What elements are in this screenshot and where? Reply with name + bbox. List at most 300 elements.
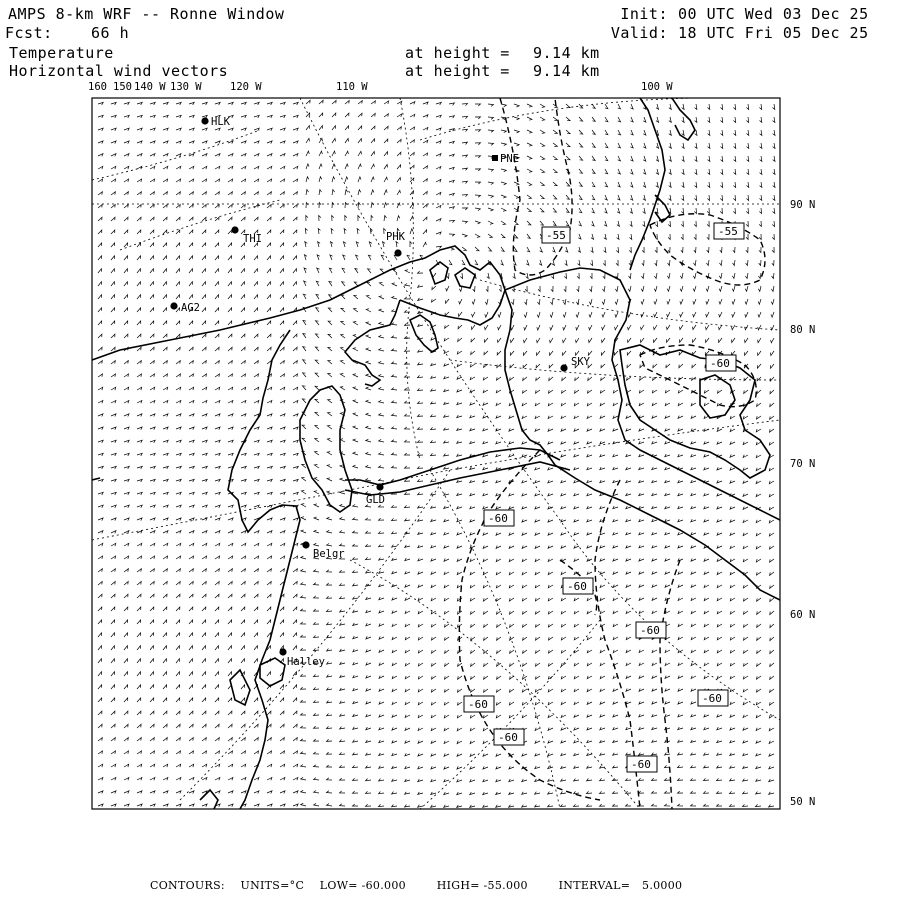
wind-barb	[694, 260, 697, 265]
wind-barb	[704, 429, 709, 432]
wind-barb	[587, 715, 592, 718]
wind-barb	[732, 286, 735, 291]
wind-barb	[137, 230, 141, 234]
wind-barb	[603, 260, 605, 266]
wind-barb	[379, 584, 384, 587]
wind-barb	[730, 559, 735, 562]
wind-barb	[522, 403, 527, 406]
wind-barb	[667, 312, 670, 317]
wind-barb	[366, 623, 371, 626]
wind-barb	[574, 624, 579, 627]
wind-barb	[732, 325, 735, 330]
wind-barb	[202, 414, 207, 417]
wind-barb	[379, 637, 384, 640]
wind-barb	[769, 533, 774, 536]
wind-barb	[353, 662, 358, 665]
wind-barb	[368, 255, 371, 260]
wind-barb	[665, 454, 670, 457]
wind-barb	[397, 127, 401, 130]
wind-barb	[150, 569, 154, 572]
wind-barb	[757, 650, 761, 653]
wind-barb	[574, 454, 579, 457]
wind-barb	[340, 752, 346, 754]
wind-barb	[330, 255, 333, 260]
wind-barb	[626, 624, 631, 627]
wind-barb	[678, 727, 683, 730]
wind-barb	[410, 242, 412, 248]
wind-barb	[691, 572, 696, 575]
wind-barb	[267, 192, 271, 195]
wind-barb	[704, 714, 709, 717]
wind-barb	[418, 650, 423, 653]
wind-barb	[665, 390, 670, 393]
wind-barb	[150, 738, 154, 741]
wind-barb	[540, 182, 544, 186]
wind-barb	[241, 205, 245, 209]
wind-barb	[522, 572, 527, 575]
wind-barb	[124, 791, 129, 794]
wind-barb	[314, 687, 320, 689]
wind-barb	[483, 377, 488, 380]
wind-barb	[600, 689, 605, 692]
wind-barb	[163, 569, 167, 572]
wind-barb	[254, 791, 259, 794]
wind-barb	[680, 325, 684, 330]
wind-barb	[770, 624, 774, 628]
wind-barb	[745, 273, 748, 278]
wind-barb	[499, 286, 501, 292]
wind-barb	[314, 791, 319, 794]
wind-barb	[563, 325, 566, 330]
wind-barb	[613, 454, 618, 457]
wind-barb	[254, 347, 258, 351]
wind-barb	[497, 637, 501, 640]
wind-barb	[704, 390, 709, 393]
wind-barb	[566, 208, 569, 213]
wind-barb	[189, 620, 193, 624]
wind-barb	[548, 572, 553, 575]
wind-barb	[111, 594, 115, 598]
wind-barb	[626, 727, 631, 730]
wind-barb	[280, 166, 285, 169]
wind-barb	[405, 362, 411, 364]
wind-barb	[535, 702, 540, 705]
wind-barb	[666, 338, 670, 342]
wind-barb	[548, 598, 553, 601]
wind-barb	[587, 676, 592, 679]
wind-barb	[432, 637, 437, 640]
wind-barb	[652, 480, 657, 483]
wind-barb	[189, 179, 194, 182]
wind-barb	[665, 778, 671, 780]
wind-barb	[757, 416, 762, 419]
wind-barb	[215, 764, 220, 767]
wind-barb	[332, 190, 335, 195]
wind-barb	[704, 804, 710, 806]
wind-barb	[678, 598, 683, 601]
wind-barb	[746, 234, 748, 240]
wind-barb	[444, 441, 449, 443]
wind-barb	[163, 230, 167, 234]
wind-barb	[176, 492, 181, 495]
wind-barb	[665, 428, 670, 431]
wind-barb	[449, 167, 454, 170]
wind-barb	[535, 753, 540, 756]
wind-barb	[111, 711, 115, 715]
wind-barb	[626, 506, 631, 509]
wind-barb	[536, 663, 541, 666]
wind-barb	[548, 715, 553, 718]
wind-barb	[717, 804, 723, 806]
wind-barb	[358, 113, 362, 117]
wind-barb	[327, 739, 333, 741]
wind-barb	[591, 221, 594, 226]
wind-barb	[457, 364, 462, 367]
wind-barb	[771, 312, 774, 317]
wind-barb	[342, 282, 345, 286]
wind-barb	[124, 401, 129, 404]
wind-barb	[733, 117, 735, 123]
wind-barb	[553, 221, 556, 226]
wind-barb	[550, 312, 553, 317]
wind-barb	[756, 455, 761, 458]
wind-barb	[652, 714, 657, 717]
wind-barb	[98, 685, 102, 689]
wind-barb	[254, 607, 258, 611]
height-value-2: 9.14 km	[533, 62, 600, 80]
wind-barb	[215, 374, 220, 377]
wind-barb	[163, 102, 168, 105]
wind-barb	[614, 351, 618, 355]
wind-barb	[548, 663, 553, 666]
wind-barb	[615, 325, 618, 330]
wind-barb	[497, 650, 501, 653]
wind-barb	[163, 711, 167, 715]
wind-barb	[189, 387, 194, 390]
wind-barb	[679, 338, 683, 342]
wind-barb	[423, 242, 426, 247]
wind-barb	[605, 195, 608, 200]
wind-barb	[496, 441, 501, 444]
wind-barb	[405, 598, 410, 601]
wind-barb	[704, 532, 709, 535]
wind-barb	[124, 569, 128, 572]
wind-barb	[163, 479, 168, 482]
wind-barb	[111, 646, 115, 650]
wind-barb	[163, 308, 167, 312]
contour-label-box	[542, 227, 570, 243]
wind-barb	[215, 711, 219, 715]
wind-barb	[340, 740, 345, 742]
wind-barb	[745, 312, 748, 317]
wind-barb	[471, 689, 475, 692]
wind-barb	[379, 439, 384, 442]
wind-barb	[392, 571, 397, 574]
wind-barb	[488, 195, 493, 198]
wind-barb	[316, 281, 319, 286]
wind-barb	[574, 779, 579, 781]
wind-barb	[756, 481, 761, 484]
wind-barb	[497, 676, 501, 679]
wind-barb	[444, 779, 449, 782]
wind-barb	[681, 234, 683, 240]
wind-barb	[668, 247, 670, 253]
wind-barb	[280, 387, 285, 390]
wind-barb	[202, 778, 207, 781]
wind-barb	[678, 778, 684, 780]
wind-barb	[535, 519, 540, 522]
wind-barb	[444, 428, 449, 430]
wind-barb	[579, 117, 583, 121]
wind-barb	[773, 143, 775, 148]
wind-barb	[522, 689, 527, 692]
wind-barb	[730, 442, 735, 445]
wind-barb	[267, 205, 271, 209]
wind-barb	[215, 751, 220, 754]
wind-barb	[302, 477, 306, 481]
wind-barb	[176, 672, 180, 676]
wind-barb	[626, 663, 631, 666]
wind-barb	[228, 414, 233, 417]
wind-barb	[431, 519, 436, 522]
wind-barb	[215, 594, 219, 598]
wind-barb	[202, 531, 207, 534]
wind-barb	[418, 766, 423, 769]
wind-barb	[498, 325, 501, 330]
wind-barb	[615, 312, 618, 317]
lon-label: 150	[113, 81, 132, 93]
wind-barb	[654, 325, 658, 330]
wind-barb	[509, 493, 514, 496]
wind-barb	[267, 518, 272, 521]
wind-barb	[176, 387, 181, 390]
wind-barb	[392, 689, 397, 692]
wind-barb	[355, 269, 358, 274]
wind-barb	[587, 467, 592, 470]
wind-barb	[137, 466, 142, 469]
wind-barb	[444, 338, 449, 341]
wind-barb	[418, 493, 423, 495]
wind-barb	[111, 414, 116, 417]
wind-barb	[691, 637, 696, 640]
wind-barb	[202, 711, 206, 715]
wind-barb	[150, 102, 155, 105]
wind-barb	[280, 633, 284, 637]
wind-barb	[150, 295, 154, 299]
wind-barb	[124, 166, 129, 169]
wind-barb	[353, 778, 359, 780]
wind-barb	[588, 351, 592, 355]
wind-barb	[719, 312, 722, 317]
wind-barb	[241, 401, 246, 404]
wind-barb	[353, 531, 359, 533]
wind-barb	[458, 689, 463, 692]
wind-barb	[267, 321, 271, 325]
wind-barb	[98, 543, 103, 546]
wind-barb	[202, 154, 207, 157]
wind-barb	[470, 532, 475, 535]
wind-barb	[340, 570, 346, 572]
wind-barb	[150, 453, 155, 456]
wind-barb	[587, 702, 592, 705]
wind-barb	[305, 242, 308, 247]
wind-barb	[228, 269, 232, 273]
wind-barb	[746, 247, 748, 253]
wind-barb	[641, 299, 644, 304]
wind-barb	[215, 230, 219, 234]
wind-barb	[241, 698, 245, 702]
wind-barb	[769, 805, 774, 807]
wind-barb	[418, 545, 423, 548]
wind-barb	[616, 247, 618, 253]
wind-barb	[704, 637, 709, 640]
wind-barb	[682, 182, 684, 187]
wind-barb	[444, 415, 449, 418]
wind-barb	[757, 351, 761, 355]
wind-barb	[563, 338, 566, 343]
wind-barb	[280, 804, 285, 807]
wind-barb	[708, 143, 710, 148]
wind-barb	[228, 738, 232, 741]
wind-barb	[626, 598, 631, 601]
wind-barb	[176, 479, 181, 482]
wind-barb	[444, 766, 449, 769]
wind-barb	[432, 650, 437, 653]
wind-barb	[254, 387, 259, 390]
wind-barb	[371, 101, 375, 104]
wind-barb	[717, 676, 722, 679]
wind-barb	[682, 130, 684, 135]
wind-barb	[267, 607, 271, 611]
wind-barb	[652, 390, 657, 393]
wind-barb	[392, 532, 397, 534]
wind-barb	[137, 492, 142, 495]
wind-barb	[682, 117, 684, 122]
wind-barb	[111, 607, 115, 611]
wind-barb	[691, 519, 696, 522]
wind-barb	[340, 491, 345, 494]
wind-barb	[241, 685, 245, 689]
wind-barb	[163, 505, 168, 508]
wind-barb	[694, 195, 696, 201]
wind-barb	[485, 299, 488, 304]
wind-barb	[561, 598, 566, 601]
wind-barb	[678, 493, 683, 496]
wind-barb	[574, 441, 579, 444]
wind-barb	[613, 624, 618, 627]
wind-barb	[575, 377, 579, 381]
wind-barb	[379, 387, 384, 390]
wind-barb	[613, 753, 618, 755]
wind-barb	[613, 441, 618, 444]
wind-barb	[418, 598, 423, 601]
wind-barb	[327, 544, 332, 547]
wind-barb	[561, 572, 566, 575]
wind-barb	[137, 282, 141, 286]
wind-barb	[418, 388, 424, 390]
wind-barb	[280, 778, 285, 781]
wind-barb	[379, 753, 384, 756]
wind-barb	[340, 610, 345, 612]
wind-barb	[98, 633, 102, 637]
wind-barb	[732, 299, 735, 304]
wind-barb	[678, 454, 683, 457]
wind-barb	[695, 169, 697, 174]
wind-barb	[523, 637, 527, 640]
wind-barb	[254, 217, 258, 221]
wind-barb	[215, 295, 219, 299]
wind-barb	[592, 182, 595, 187]
wind-barb	[137, 569, 141, 572]
wind-barb	[228, 633, 232, 637]
wind-barb	[423, 192, 427, 196]
wind-barb	[111, 492, 116, 495]
wind-barb	[540, 130, 545, 133]
wind-barb	[694, 208, 696, 214]
wind-barb	[730, 624, 735, 627]
wind-barb	[418, 506, 423, 508]
wind-barb	[124, 361, 128, 364]
wind-barb	[150, 764, 155, 767]
wind-barb	[340, 544, 346, 546]
wind-barb	[470, 572, 475, 575]
wind-barb	[522, 533, 527, 536]
wind-barb	[189, 791, 194, 794]
wind-barb	[356, 255, 359, 260]
wind-barb	[163, 738, 167, 741]
wind-barb	[98, 453, 103, 456]
wind-barb	[626, 753, 631, 755]
wind-barb	[228, 764, 233, 767]
wind-barb	[228, 672, 232, 676]
wind-barb	[652, 727, 657, 730]
wind-barb	[626, 454, 631, 457]
wind-barb	[484, 624, 488, 627]
wind-barb	[418, 689, 423, 692]
wind-barb	[301, 700, 307, 702]
wind-barb	[652, 598, 657, 601]
wind-barb	[770, 676, 774, 679]
wind-barb	[669, 130, 672, 135]
wind-barb	[254, 505, 259, 508]
wind-barb	[561, 804, 567, 806]
wind-barb	[548, 493, 553, 496]
wind-barb	[215, 179, 220, 182]
wind-barb	[150, 166, 155, 169]
wind-barb	[301, 583, 306, 586]
wind-barb	[302, 464, 306, 468]
wind-barb	[267, 466, 272, 469]
wind-barb	[604, 221, 607, 226]
wind-barb	[301, 622, 307, 624]
wind-barb	[470, 493, 475, 496]
wind-barb	[280, 711, 284, 715]
wind-barb	[618, 182, 621, 187]
wind-barb	[462, 247, 466, 251]
wind-barb	[743, 676, 748, 679]
wind-barb	[150, 582, 154, 586]
wind-barb	[267, 698, 271, 702]
wind-barb	[496, 403, 501, 406]
wind-barb	[189, 414, 194, 417]
wind-barb	[215, 282, 219, 286]
wind-barb	[137, 778, 142, 781]
wind-barb	[241, 282, 245, 286]
wind-barb	[176, 374, 181, 377]
wind-barb	[444, 741, 449, 744]
wind-barb	[150, 440, 155, 443]
wind-barb	[613, 390, 618, 393]
